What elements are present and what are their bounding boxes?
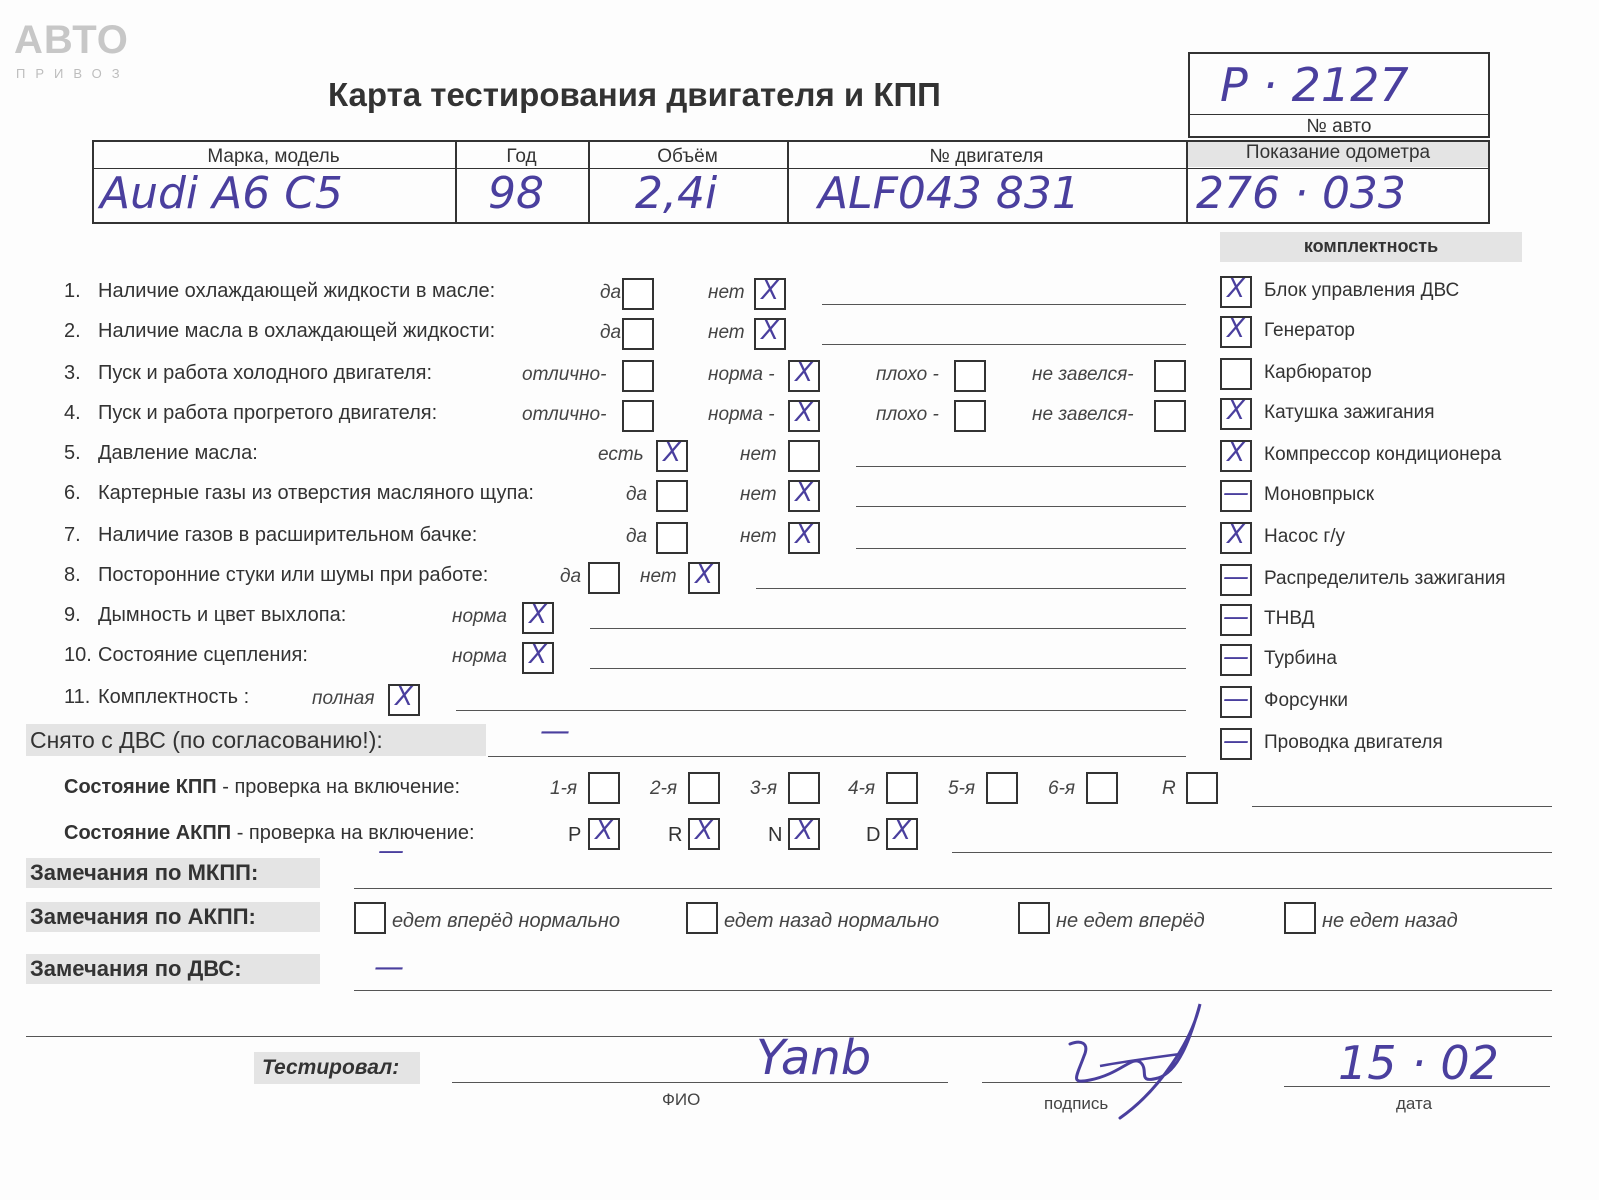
akpp-note: — <box>378 836 404 866</box>
equipment-item-label: Распределитель зажигания <box>1264 568 1506 589</box>
dvs-remarks-value: — <box>374 950 404 985</box>
question-text: Пуск и работа прогретого двигателя: <box>98 402 438 424</box>
answer-line <box>590 628 1186 629</box>
odometer-label: Показание одометра <box>1245 142 1431 163</box>
kpp-gear-label: 5-я <box>948 778 976 799</box>
equipment-checkbox[interactable] <box>1220 480 1252 512</box>
equipment-item-label: Насос г/у <box>1264 526 1346 547</box>
kpp-gear-label: R <box>1162 778 1176 799</box>
equipment-checkbox[interactable] <box>1220 358 1252 390</box>
equipment-checkbox[interactable] <box>1220 316 1252 348</box>
divider <box>1188 114 1490 115</box>
question-text: Картерные газы из отверстия масляного щупа: <box>98 482 534 504</box>
option-label: отлично- <box>522 404 607 425</box>
option-checkbox[interactable] <box>954 400 986 432</box>
question-number: 9. <box>64 604 81 626</box>
question-text: Наличие масла в охлаждающей жидкости: <box>98 320 496 342</box>
option-checkbox[interactable] <box>522 642 554 674</box>
removed-line <box>488 756 1186 757</box>
option-label: нет <box>740 484 777 505</box>
option-checkbox[interactable] <box>588 562 620 594</box>
answer-line <box>456 710 1186 711</box>
option-checkbox[interactable] <box>754 318 786 350</box>
checkbox-mark: X <box>1227 396 1245 426</box>
checkbox-mark: X <box>695 560 713 590</box>
option-label: полная <box>312 688 375 709</box>
checkbox-mark: X <box>1227 274 1245 304</box>
question-text: Пуск и работа холодного двигателя: <box>98 362 433 384</box>
option-checkbox[interactable] <box>622 400 654 432</box>
akpp-gear-checkbox[interactable] <box>788 818 820 850</box>
answer-line <box>756 588 1186 589</box>
kpp-gear-checkbox[interactable] <box>788 772 820 804</box>
equipment-checkbox[interactable] <box>1220 276 1252 308</box>
checkbox-mark: — <box>1223 726 1249 756</box>
question-number: 8. <box>64 564 81 586</box>
question-text: Наличие охлаждающей жидкости в масле: <box>98 280 496 302</box>
checkbox-mark: X <box>761 276 779 306</box>
akpp-remark-label: не едет вперёд <box>1056 910 1205 932</box>
option-label: нет <box>740 444 777 465</box>
checkbox-mark: X <box>761 316 779 346</box>
akpp-remark-checkbox[interactable] <box>1284 902 1316 934</box>
fio-line <box>452 1082 948 1083</box>
option-checkbox[interactable] <box>788 440 820 472</box>
question-number: 5. <box>64 442 81 464</box>
kpp-gear-checkbox[interactable] <box>886 772 918 804</box>
question-number: 2. <box>64 320 81 342</box>
checkbox-mark: X <box>795 358 813 388</box>
checkbox-mark: X <box>1227 520 1245 550</box>
volume-value: 2,4i <box>635 168 718 219</box>
option-label: да <box>626 526 648 547</box>
kpp-line <box>1252 806 1552 807</box>
signature-label: подпись <box>1044 1094 1109 1113</box>
checkbox-mark: — <box>1223 562 1249 592</box>
kpp-gear-checkbox[interactable] <box>688 772 720 804</box>
option-label: плохо - <box>876 364 939 385</box>
question-number: 6. <box>64 482 81 504</box>
option-label: отлично- <box>522 364 607 385</box>
akpp-gear-checkbox[interactable] <box>588 818 620 850</box>
checkbox-mark: X <box>795 398 813 428</box>
logo-subtitle: ПРИВОЗ <box>16 66 130 81</box>
question-text: Комплектность : <box>98 686 250 708</box>
option-label: нет <box>708 322 745 343</box>
option-label: да <box>600 282 622 303</box>
equipment-item-label: Блок управления ДВС <box>1264 280 1460 301</box>
question-text: Давление масла: <box>98 442 258 464</box>
akpp-gear-label: R <box>668 824 683 846</box>
date-value: 15 · 02 <box>1338 1036 1499 1090</box>
akpp-label: Состояние АКПП - проверка на включение: <box>64 822 475 844</box>
akpp-remarks-label: Замечания по АКПП: <box>30 904 256 929</box>
option-checkbox[interactable] <box>1154 360 1186 392</box>
option-checkbox[interactable] <box>788 522 820 554</box>
equipment-checkbox[interactable] <box>1220 686 1252 718</box>
option-checkbox[interactable] <box>656 440 688 472</box>
mkpp-line <box>354 888 1552 889</box>
option-checkbox[interactable] <box>688 562 720 594</box>
equipment-title: комплектность <box>1303 236 1439 256</box>
question-number: 11. <box>64 686 91 708</box>
answer-line <box>822 304 1186 305</box>
option-label: норма - <box>708 364 775 385</box>
logo: АВТО <box>14 18 129 62</box>
kpp-gear-checkbox[interactable] <box>588 772 620 804</box>
checkbox-mark: — <box>1223 602 1249 632</box>
checkbox-mark: — <box>1223 478 1249 508</box>
checkbox-mark: X <box>1227 438 1245 468</box>
answer-line <box>590 668 1186 669</box>
kpp-label: Состояние КПП - проверка на включение: <box>64 776 461 798</box>
date-label: дата <box>1396 1094 1433 1113</box>
kpp-gear-checkbox[interactable] <box>986 772 1018 804</box>
akpp-gear-label: N <box>768 824 783 846</box>
checkbox-mark: X <box>795 520 813 550</box>
equipment-checkbox[interactable] <box>1220 440 1252 472</box>
question-number: 3. <box>64 362 81 384</box>
checkbox-mark: X <box>395 682 413 712</box>
option-checkbox[interactable] <box>622 360 654 392</box>
question-number: 4. <box>64 402 81 424</box>
question-text: Состояние сцепления: <box>98 644 308 666</box>
fio-value: Yanb <box>756 1030 872 1086</box>
option-checkbox[interactable] <box>622 318 654 350</box>
option-label: нет <box>708 282 745 303</box>
checkbox-mark: X <box>695 816 713 846</box>
option-label: норма <box>452 646 507 667</box>
question-text: Посторонние стуки или шумы при работе: <box>98 564 489 586</box>
option-label: не завелся- <box>1032 364 1134 385</box>
tested-label: Тестировал: <box>262 1056 400 1079</box>
equipment-item-label: Турбина <box>1264 648 1337 669</box>
akpp-gear-label: D <box>866 824 881 846</box>
question-number: 7. <box>64 524 81 546</box>
option-checkbox[interactable] <box>1154 400 1186 432</box>
equipment-item-label: Моновпрыск <box>1264 484 1375 505</box>
option-label: есть <box>598 444 644 465</box>
engine-number-label: № двигателя <box>929 146 1044 167</box>
option-label: нет <box>640 566 677 587</box>
option-label: да <box>560 566 582 587</box>
odometer-value: 276 · 033 <box>1196 168 1406 219</box>
removed-value: — <box>540 714 570 749</box>
option-checkbox[interactable] <box>788 400 820 432</box>
kpp-gear-label: 1-я <box>550 778 578 799</box>
auto-number-label: № авто <box>1306 116 1372 137</box>
auto-number-value: Р · 2127 <box>1220 58 1409 112</box>
volume-label: Объём <box>657 146 718 167</box>
option-checkbox[interactable] <box>656 480 688 512</box>
year-label: Год <box>506 146 537 167</box>
akpp-remark-checkbox[interactable] <box>1018 902 1050 934</box>
option-label: норма <box>452 606 507 627</box>
mkpp-remarks-label: Замечания по МКПП: <box>30 860 259 885</box>
option-checkbox[interactable] <box>622 278 654 310</box>
option-checkbox[interactable] <box>388 684 420 716</box>
checkbox-mark: X <box>595 816 613 846</box>
answer-line <box>856 466 1186 467</box>
option-label: плохо - <box>876 404 939 425</box>
checkbox-mark: X <box>1227 314 1245 344</box>
kpp-gear-checkbox[interactable] <box>1086 772 1118 804</box>
equipment-item-label: Проводка двигателя <box>1264 732 1443 753</box>
akpp-gear-checkbox[interactable] <box>886 818 918 850</box>
akpp-remark-label: едет вперёд нормально <box>392 910 621 932</box>
answer-line <box>856 548 1186 549</box>
question-text: Дымность и цвет выхлопа: <box>98 604 347 626</box>
option-label: норма - <box>708 404 775 425</box>
kpp-gear-checkbox[interactable] <box>1186 772 1218 804</box>
engine-number-value: ALF043 831 <box>818 168 1080 219</box>
equipment-item-label: Генератор <box>1264 320 1355 341</box>
question-text: Наличие газов в расширительном бачке: <box>98 524 478 546</box>
akpp-remark-checkbox[interactable] <box>354 902 386 934</box>
kpp-gear-label: 3-я <box>750 778 778 799</box>
dvs-remarks-label: Замечания по ДВС: <box>30 956 242 981</box>
brand-value: Audi A6 C5 <box>100 168 343 219</box>
equipment-item-label: Форсунки <box>1264 690 1348 711</box>
checkbox-mark: X <box>663 438 681 468</box>
option-checkbox[interactable] <box>656 522 688 554</box>
equipment-checkbox[interactable] <box>1220 604 1252 636</box>
equipment-checkbox[interactable] <box>1220 398 1252 430</box>
akpp-gear-checkbox[interactable] <box>688 818 720 850</box>
equipment-item-label: Компрессор кондиционера <box>1264 444 1502 465</box>
equipment-checkbox[interactable] <box>1220 564 1252 596</box>
equipment-checkbox[interactable] <box>1220 644 1252 676</box>
akpp-line <box>952 852 1552 853</box>
checkbox-mark: X <box>795 816 813 846</box>
answer-line <box>822 344 1186 345</box>
kpp-gear-label: 4-я <box>848 778 876 799</box>
question-number: 10. <box>64 644 92 666</box>
option-checkbox[interactable] <box>754 278 786 310</box>
removed-label: Снято с ДВС (по согласованию!): <box>30 727 383 753</box>
fio-label: ФИО <box>662 1090 701 1109</box>
checkbox-mark: — <box>1223 684 1249 714</box>
option-label: да <box>600 322 622 343</box>
akpp-gear-label: P <box>568 824 582 846</box>
option-label: нет <box>740 526 777 547</box>
page-title: Карта тестирования двигателя и КПП <box>328 76 941 113</box>
equipment-item-label: Катушка зажигания <box>1264 402 1435 423</box>
option-checkbox[interactable] <box>522 602 554 634</box>
equipment-item-label: ТНВД <box>1264 608 1315 629</box>
question-number: 1. <box>64 280 81 302</box>
akpp-remark-label: едет назад нормально <box>724 910 940 932</box>
kpp-gear-label: 2-я <box>650 778 678 799</box>
equipment-checkbox[interactable] <box>1220 728 1252 760</box>
equipment-checkbox[interactable] <box>1220 522 1252 554</box>
answer-line <box>856 506 1186 507</box>
option-label: да <box>626 484 648 505</box>
option-label: не завелся- <box>1032 404 1134 425</box>
checkbox-mark: X <box>893 816 911 846</box>
dvs-line <box>354 990 1552 991</box>
checkbox-mark: X <box>529 640 547 670</box>
option-checkbox[interactable] <box>788 360 820 392</box>
option-checkbox[interactable] <box>788 480 820 512</box>
year-value: 98 <box>488 168 544 219</box>
brand-label: Марка, модель <box>207 146 340 167</box>
checkbox-mark: X <box>529 600 547 630</box>
akpp-remark-label: не едет назад <box>1322 910 1458 932</box>
kpp-gear-label: 6-я <box>1048 778 1076 799</box>
checkbox-mark: — <box>1223 642 1249 672</box>
checkbox-mark: X <box>795 478 813 508</box>
akpp-remark-checkbox[interactable] <box>686 902 718 934</box>
equipment-item-label: Карбюратор <box>1264 362 1372 383</box>
option-checkbox[interactable] <box>954 360 986 392</box>
